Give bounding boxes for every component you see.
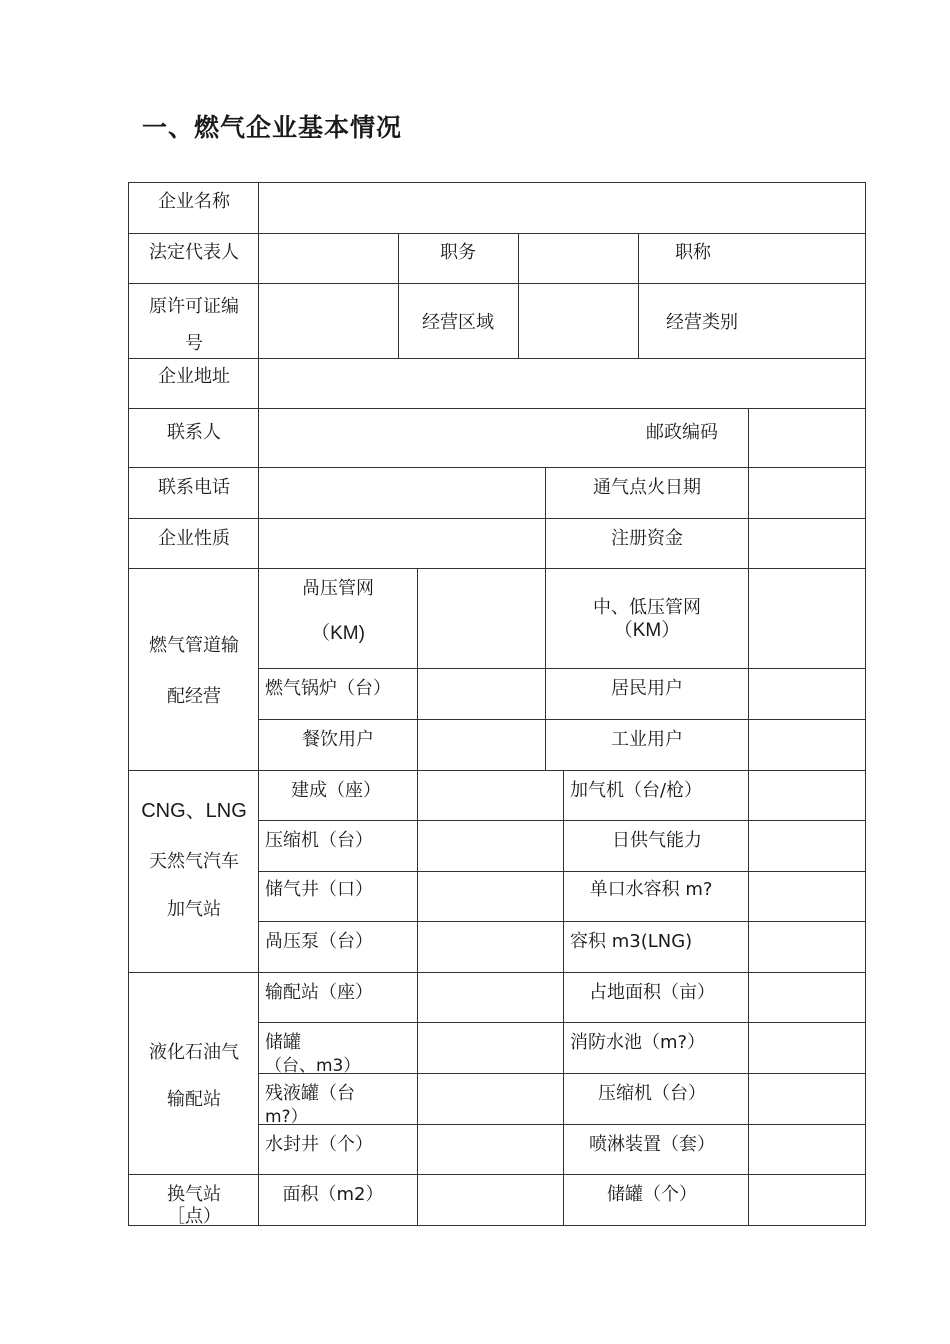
section-cng-lng-cont2: 加气站 [167, 899, 221, 920]
label-residue-tank: 残液罐（台 [265, 1083, 355, 1104]
label-storage-well: 储气井（口） [265, 879, 373, 900]
section-lpg-cont: 输配站 [167, 1089, 221, 1110]
field-fire-pool[interactable] [749, 1023, 865, 1073]
field-residential-users[interactable] [749, 669, 865, 719]
label-license-no-cont: 号 [185, 333, 203, 354]
field-postal-code[interactable] [749, 409, 865, 467]
label-mid-low-net: 中、低压管网 [593, 597, 701, 618]
field-lpg-compressor[interactable] [749, 1074, 865, 1124]
label-lpg-compressor: 压缩机（台） [598, 1083, 706, 1104]
label-water-seal-well: 水封井（个） [265, 1134, 373, 1155]
field-address[interactable] [259, 359, 865, 408]
field-exchange-tanks[interactable] [749, 1175, 865, 1225]
field-legal-rep[interactable] [259, 234, 398, 283]
label-business-area: 经营区域 [422, 312, 494, 333]
section-exchange-station: 换气站 [167, 1184, 221, 1205]
label-high-pressure-unit: （KM) [311, 623, 365, 644]
table-rule [865, 182, 866, 1226]
label-job-title: 职称 [675, 242, 711, 263]
table-rule [563, 770, 564, 1226]
label-unit-water-vol: 单口水容积 m? [589, 879, 713, 900]
field-phone[interactable] [259, 468, 545, 518]
label-exchange-tanks: 储罐（个） [607, 1184, 697, 1205]
label-compressor: 压缩机（台） [265, 830, 373, 851]
section-pipeline-cont: 配经营 [167, 686, 221, 707]
label-built: 建成（座） [291, 780, 381, 801]
label-industrial-users: 工业用户 [611, 729, 683, 750]
label-gas-boiler: 燃气锅炉（台） [265, 678, 391, 699]
label-area: 面积（m2） [282, 1184, 384, 1205]
table-rule [398, 233, 399, 358]
field-daily-supply[interactable] [749, 821, 865, 871]
label-position: 职务 [440, 242, 476, 263]
field-registered-capital[interactable] [749, 519, 865, 568]
label-hp-pump: 咼压泵（台） [265, 931, 373, 952]
field-gas-boiler[interactable] [418, 669, 545, 719]
field-dispenser[interactable] [749, 771, 865, 820]
label-daily-supply: 日供气能力 [612, 830, 702, 851]
table-rule [638, 233, 639, 358]
table-rule [128, 233, 866, 234]
label-land-area: 占地面积（亩） [589, 982, 715, 1003]
field-license-no[interactable] [259, 284, 398, 358]
section-exchange-station-cont: ［点） [167, 1206, 221, 1227]
label-fire-pool: 消防水池（m?） [570, 1032, 706, 1053]
field-sprinkler[interactable] [749, 1125, 865, 1174]
field-area[interactable] [418, 1175, 563, 1225]
field-residue-tank[interactable] [418, 1074, 563, 1124]
label-tank-unit: （台、m3） [265, 1056, 361, 1076]
label-business-category: 经营类别 [666, 312, 738, 333]
field-built[interactable] [418, 771, 563, 820]
table-rule [128, 1225, 866, 1226]
field-gas-ignition-date[interactable] [749, 468, 865, 518]
label-contact: 联系人 [167, 422, 221, 443]
field-position[interactable] [519, 234, 638, 283]
field-lng-volume[interactable] [749, 922, 865, 972]
field-land-area[interactable] [749, 973, 865, 1022]
label-address: 企业地址 [158, 366, 230, 387]
field-compressor[interactable] [418, 821, 563, 871]
table-rule [128, 283, 866, 284]
label-sprinkler: 喷淋装置（套） [589, 1134, 715, 1155]
section-cng-lng: CNG、LNG [141, 800, 247, 822]
label-gas-ignition-date: 通气点火日期 [593, 477, 701, 498]
field-tank[interactable] [418, 1023, 563, 1073]
field-company-name[interactable] [259, 183, 865, 233]
label-phone: 联系电话 [158, 477, 230, 498]
field-company-nature[interactable] [259, 519, 545, 568]
label-postal-code: 邮政编码 [646, 422, 718, 443]
label-residential-users: 居民用户 [611, 678, 683, 699]
label-catering-users: 餐饮用户 [302, 729, 374, 750]
field-high-pressure-net[interactable] [418, 569, 545, 668]
section-pipeline: 燃气管道输 [149, 635, 239, 656]
table-rule [128, 182, 129, 1226]
label-lng-volume: 容积 m3(LNG) [570, 931, 693, 952]
field-industrial-users[interactable] [749, 720, 865, 770]
field-hp-pump[interactable] [418, 922, 563, 972]
label-dispenser: 加气机（台/枪） [570, 780, 703, 801]
label-distribution-station: 输配站（座） [265, 982, 373, 1003]
section-cng-lng-cont: 天然气汽车 [149, 851, 239, 872]
label-license-no: 原许可证编 [149, 296, 239, 317]
field-distribution-station[interactable] [418, 973, 563, 1022]
label-residue-tank-unit: m?） [265, 1107, 308, 1127]
field-mid-low-net[interactable] [749, 569, 865, 668]
label-registered-capital: 注册资金 [611, 528, 683, 549]
field-unit-water-vol[interactable] [749, 872, 865, 921]
label-mid-low-unit: （KM） [613, 620, 681, 641]
field-storage-well[interactable] [418, 872, 563, 921]
section-lpg: 液化石油气 [149, 1042, 239, 1063]
field-catering-users[interactable] [418, 720, 545, 770]
label-company-name: 企业名称 [158, 191, 230, 212]
label-high-pressure-net: 咼压管网 [302, 578, 374, 599]
label-tank: 储罐 [265, 1032, 301, 1053]
field-business-area[interactable] [519, 284, 638, 358]
label-company-nature: 企业性质 [158, 528, 230, 549]
label-legal-rep: 法定代表人 [149, 242, 239, 263]
table-rule [545, 467, 546, 770]
page-title: 一、燃气企业基本情况 [142, 113, 403, 142]
field-water-seal-well[interactable] [418, 1125, 563, 1174]
